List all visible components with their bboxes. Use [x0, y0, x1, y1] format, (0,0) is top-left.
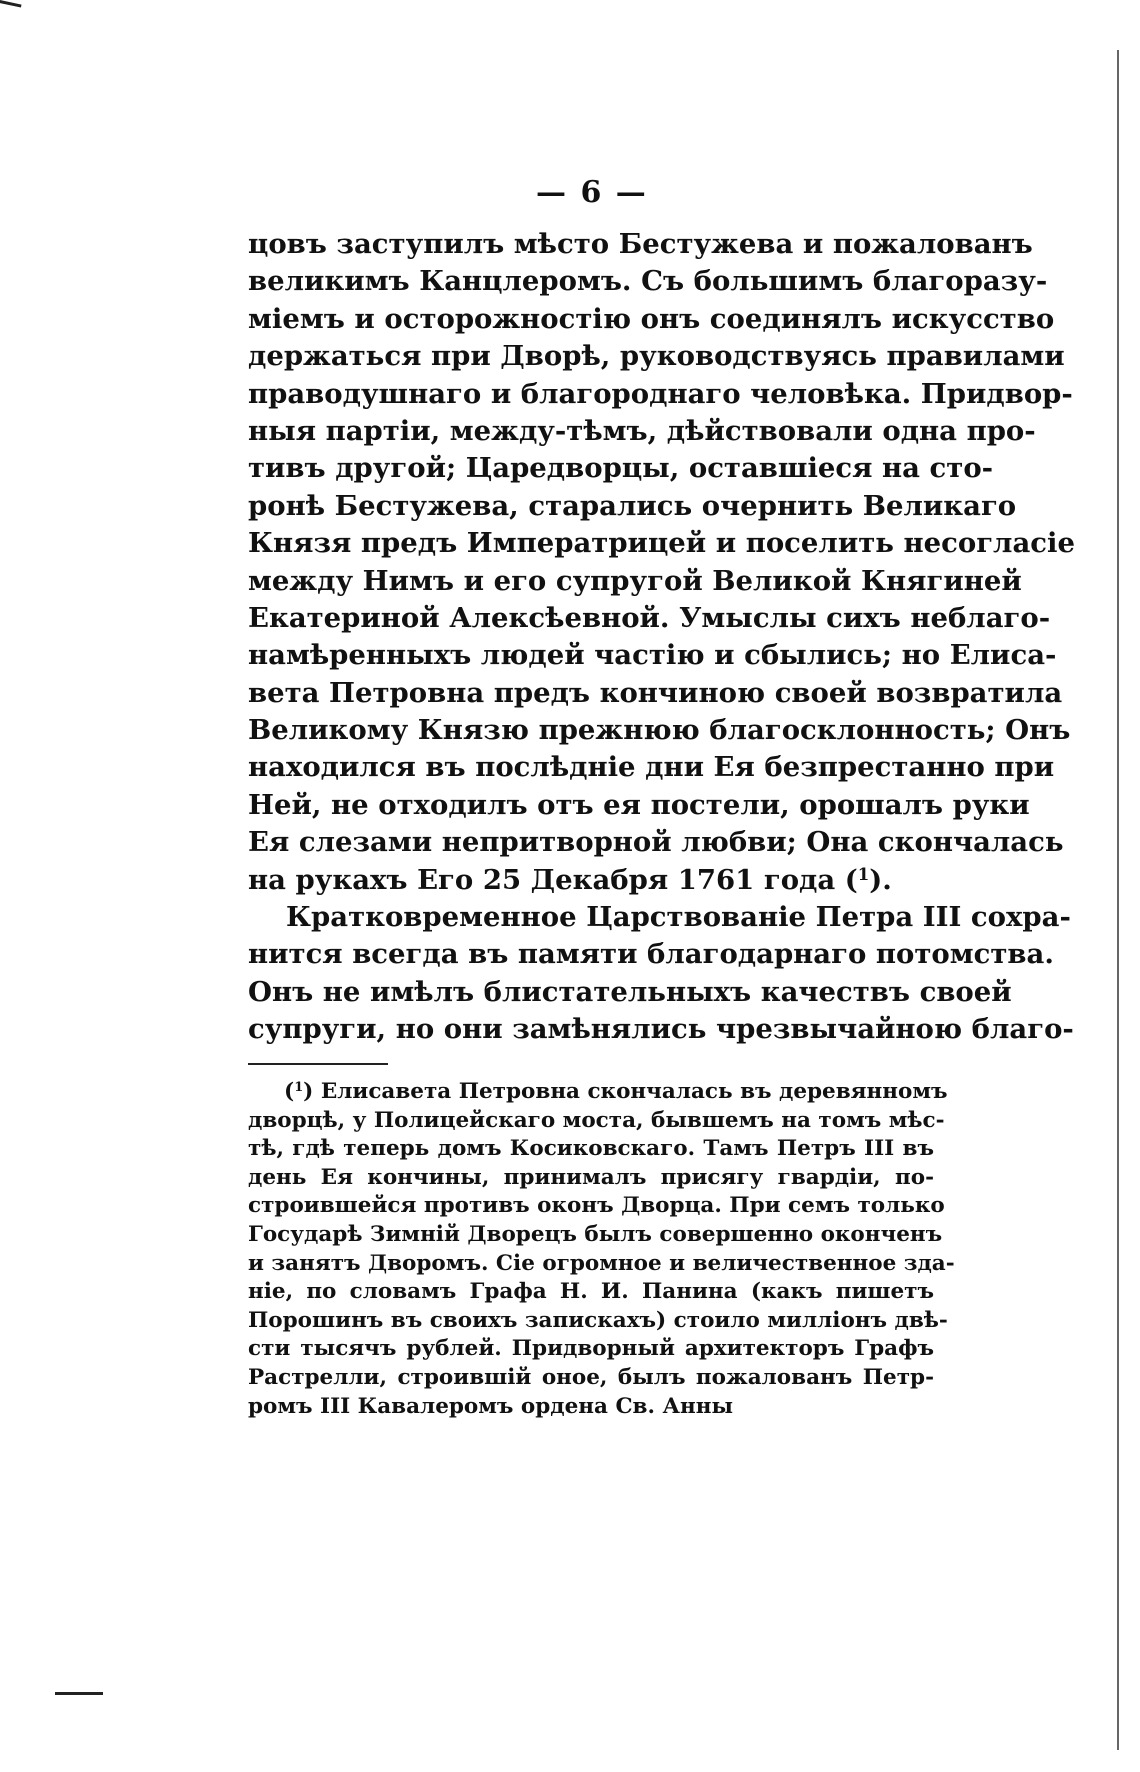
body-line: праводушнаго и благороднаго человѣка. Придвор-: [248, 377, 1073, 410]
body-line: ныя партіи, между-тѣмъ, дѣйствовали одна про-: [248, 414, 1036, 447]
footnote-divider: [248, 1063, 388, 1065]
body-last-line-close: ).: [869, 863, 892, 896]
paragraph2-line: Онъ не имѣлъ блистательныхъ качествъ своей: [248, 975, 1012, 1008]
paragraph2-line: нится всегда въ памяти благодарнаго потомства.: [248, 938, 1054, 971]
footnote-reference[interactable]: 1: [857, 864, 870, 884]
footnote-first-line: [248, 1078, 948, 1107]
footnote-open-paren: (: [284, 1079, 295, 1104]
footnote-first-line-text: ) Елисавета Петровна скончалась въ деревянномъ: [303, 1079, 948, 1104]
footnote-line: день Ея кончины, принималъ присягу гвардіи, по-: [248, 1164, 934, 1190]
body-line: Ея слезами непритворной любви; Она скончалась: [248, 826, 1064, 859]
main-text: [248, 226, 1075, 1049]
corner-scan-mark: [0, 0, 22, 8]
footnote-line: ніе, по словамъ Графа Н. И. Панина (какъ пишетъ: [248, 1279, 934, 1305]
footnote-line: Порошинъ въ своихъ запискахъ) стоило милліонъ двѣ-: [248, 1307, 948, 1333]
body-line: вета Петровна предъ кончиною своей возвратила: [248, 676, 1063, 709]
footnote-last-line: ромъ III Кавалеромъ ордена Св. Анны: [248, 1393, 733, 1419]
footnote-line: и занятъ Дворомъ. Сіе огромное и величественное зда-: [248, 1250, 955, 1276]
footnote-marker: 1: [294, 1079, 304, 1095]
body-line: великимъ Канцлеромъ. Съ большимъ благоразу-: [248, 265, 1048, 298]
body-line: Екатериной Алексѣевной. Умыслы сихъ неблаго-: [248, 601, 1051, 634]
body-line: находился въ послѣдніе дни Ея безпрестанно при: [248, 751, 1055, 784]
body-line: намѣренныхъ людей частію и сбылись; но Елиса-: [248, 639, 1057, 672]
footnote-line: дворцѣ, у Полицейскаго моста, бывшемъ на томъ мѣс-: [248, 1107, 945, 1133]
body-line: тивъ другой; Царедворцы, оставшіеся на сто-: [248, 452, 994, 485]
footnote: [248, 1078, 955, 1421]
body-last-line: [248, 862, 934, 899]
footnote-line: Растрелли, строившій оное, былъ пожалованъ Петр-: [248, 1364, 934, 1390]
body-line: Ней, не отходилъ отъ ея постели, орошалъ руки: [248, 788, 1030, 821]
footnote-line: тѣ, гдѣ теперь домъ Косиковскаго. Тамъ Петръ III въ: [248, 1136, 934, 1162]
body-line: между Нимъ и его супругой Великой Княгиней: [248, 564, 1022, 597]
page-number: — 6 —: [536, 175, 648, 210]
paragraph2-line: Кратковременное Царствованіе Петра III сохра-: [286, 901, 1071, 934]
footnote-line: строившейся противъ оконъ Дворца. При семъ только: [248, 1193, 945, 1219]
body-line: Князя предъ Императрицей и поселить несогласіе: [248, 527, 1075, 560]
body-line: держаться при Дворѣ, руководствуясь правилами: [248, 340, 1065, 373]
body-line: цовъ заступилъ мѣсто Бестужева и пожалованъ: [248, 228, 1033, 260]
body-last-line-text: на рукахъ Его 25 Декабря 1761 года (: [248, 863, 858, 896]
page-edge-line: [1117, 50, 1119, 1750]
footnote-line: сти тысячъ рублей. Придворный архитекторъ Графъ: [248, 1336, 934, 1362]
paragraph2-line: супруги, но они замѣнялись чрезвычайною благо-: [248, 1013, 1074, 1046]
body-line: міемъ и осторожностію онъ соединялъ искусство: [248, 302, 1055, 335]
body-line: Великому Князю прежнюю благосклонность; Онъ: [248, 714, 1071, 747]
margin-dash: [55, 1692, 103, 1695]
footnote-line: Государѣ Зимній Дворецъ былъ совершенно оконченъ: [248, 1221, 943, 1247]
body-line: ронѣ Бестужева, старались очернить Великаго: [248, 489, 1017, 522]
